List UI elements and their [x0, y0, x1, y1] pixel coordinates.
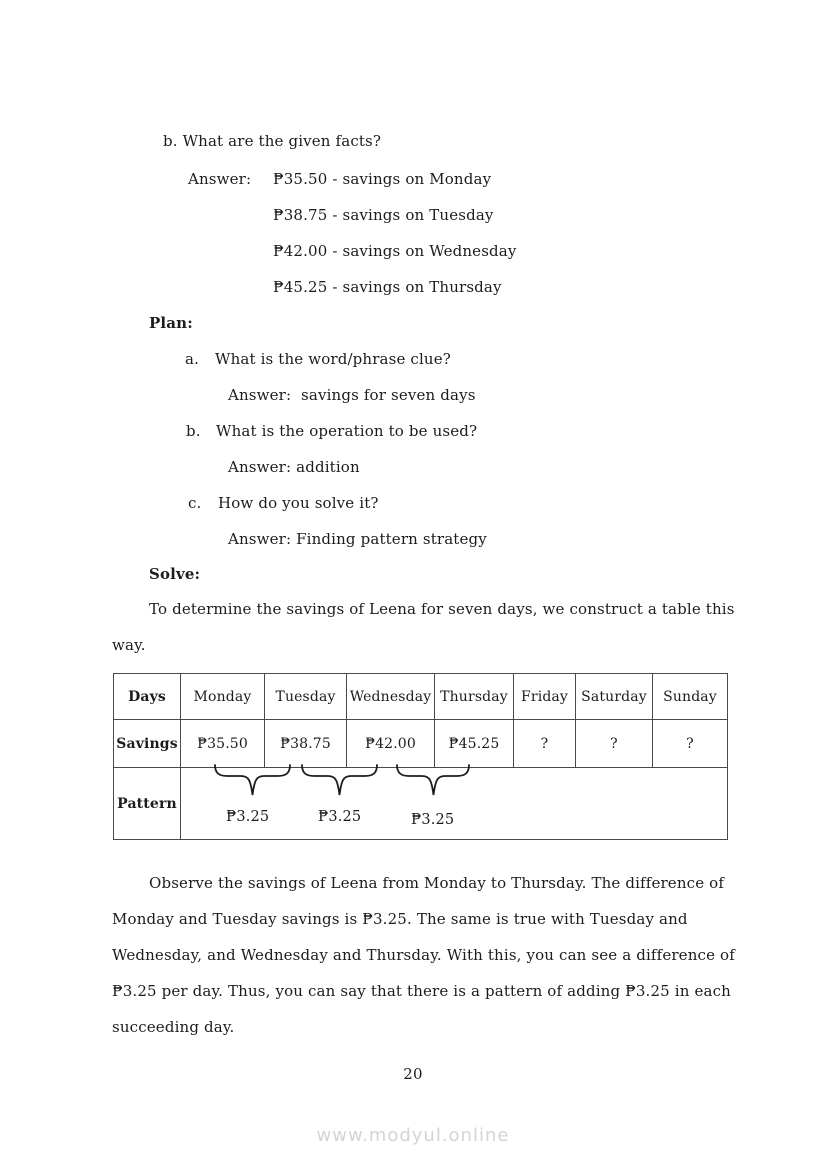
- plan-answer: Answer: savings for seven days: [228, 386, 476, 404]
- day-header-cell: Tuesday: [265, 674, 347, 720]
- fact-item: ₱42.00 - savings on Wednesday: [273, 242, 517, 260]
- plan-question-text: What is the word/phrase clue?: [215, 350, 451, 368]
- day-header-cell: Saturday: [576, 674, 653, 720]
- pattern-value: ₱3.25: [411, 812, 455, 828]
- savings-value-cell: ₱38.75: [265, 720, 347, 768]
- underbrace-icon: [181, 762, 491, 804]
- pattern-label-cell: Pattern: [114, 768, 181, 840]
- plan-heading: Plan:: [149, 314, 193, 332]
- fact-item: ₱38.75 - savings on Tuesday: [273, 206, 494, 224]
- observation-line: Wednesday, and Wednesday and Thursday. With this, you can see a difference of: [112, 946, 735, 964]
- facts-answer-label: Answer:: [188, 170, 252, 188]
- observation-line: succeeding day.: [112, 1018, 235, 1036]
- day-header-cell: Wednesday: [347, 674, 435, 720]
- fact-item: ₱45.25 - savings on Thursday: [273, 278, 502, 296]
- plan-question-text: What is the operation to be used?: [216, 422, 478, 440]
- savings-value-cell: ₱42.00: [347, 720, 435, 768]
- page-number: 20: [403, 1065, 423, 1083]
- plan-question: [185, 345, 451, 373]
- pattern-cell: [181, 768, 728, 840]
- solve-intro-line: To determine the savings of Leena for seven days, we construct a table this: [149, 600, 735, 618]
- watermark: www.modyul.online: [316, 1125, 510, 1146]
- table-row-savings: [114, 720, 728, 768]
- days-label-cell: Days: [114, 674, 181, 720]
- fact-item: ₱35.50 - savings on Monday: [273, 170, 492, 188]
- savings-value-cell: ?: [514, 720, 576, 768]
- savings-value-cell: ₱45.25: [435, 720, 514, 768]
- day-header-cell: Thursday: [435, 674, 514, 720]
- table-row-days: [114, 674, 728, 720]
- savings-value-cell: ₱35.50: [181, 720, 265, 768]
- plan-question: [188, 489, 379, 517]
- savings-value-cell: ?: [576, 720, 653, 768]
- plan-question-letter: a.: [185, 350, 200, 368]
- savings-value-cell: ?: [653, 720, 728, 768]
- pattern-value: ₱3.25: [226, 809, 270, 825]
- observation-line: Monday and Tuesday savings is ₱3.25. The same is true with Tuesday and: [112, 910, 688, 928]
- savings-table: [113, 673, 728, 840]
- solve-intro-line: way.: [112, 636, 146, 654]
- day-header-cell: Sunday: [653, 674, 728, 720]
- solve-heading: Solve:: [149, 565, 201, 583]
- pattern-value: ₱3.25: [318, 809, 362, 825]
- day-header-cell: Monday: [181, 674, 265, 720]
- plan-question-letter: c.: [188, 494, 202, 512]
- facts-question: b. What are the given facts?: [163, 132, 382, 150]
- plan-answer: Answer: addition: [228, 458, 360, 476]
- plan-question-letter: b.: [186, 422, 201, 440]
- observation-line: Observe the savings of Leena from Monday to Thursday. The difference of: [149, 874, 725, 892]
- day-header-cell: Friday: [514, 674, 576, 720]
- observation-line: ₱3.25 per day. Thus, you can say that there is a pattern of adding ₱3.25 in each: [112, 982, 731, 1000]
- savings-label-cell: Savings: [114, 720, 181, 768]
- table-row-pattern: [114, 768, 728, 840]
- plan-question: [186, 417, 477, 445]
- plan-question-text: How do you solve it?: [218, 494, 379, 512]
- plan-answer: Answer: Finding pattern strategy: [228, 530, 487, 548]
